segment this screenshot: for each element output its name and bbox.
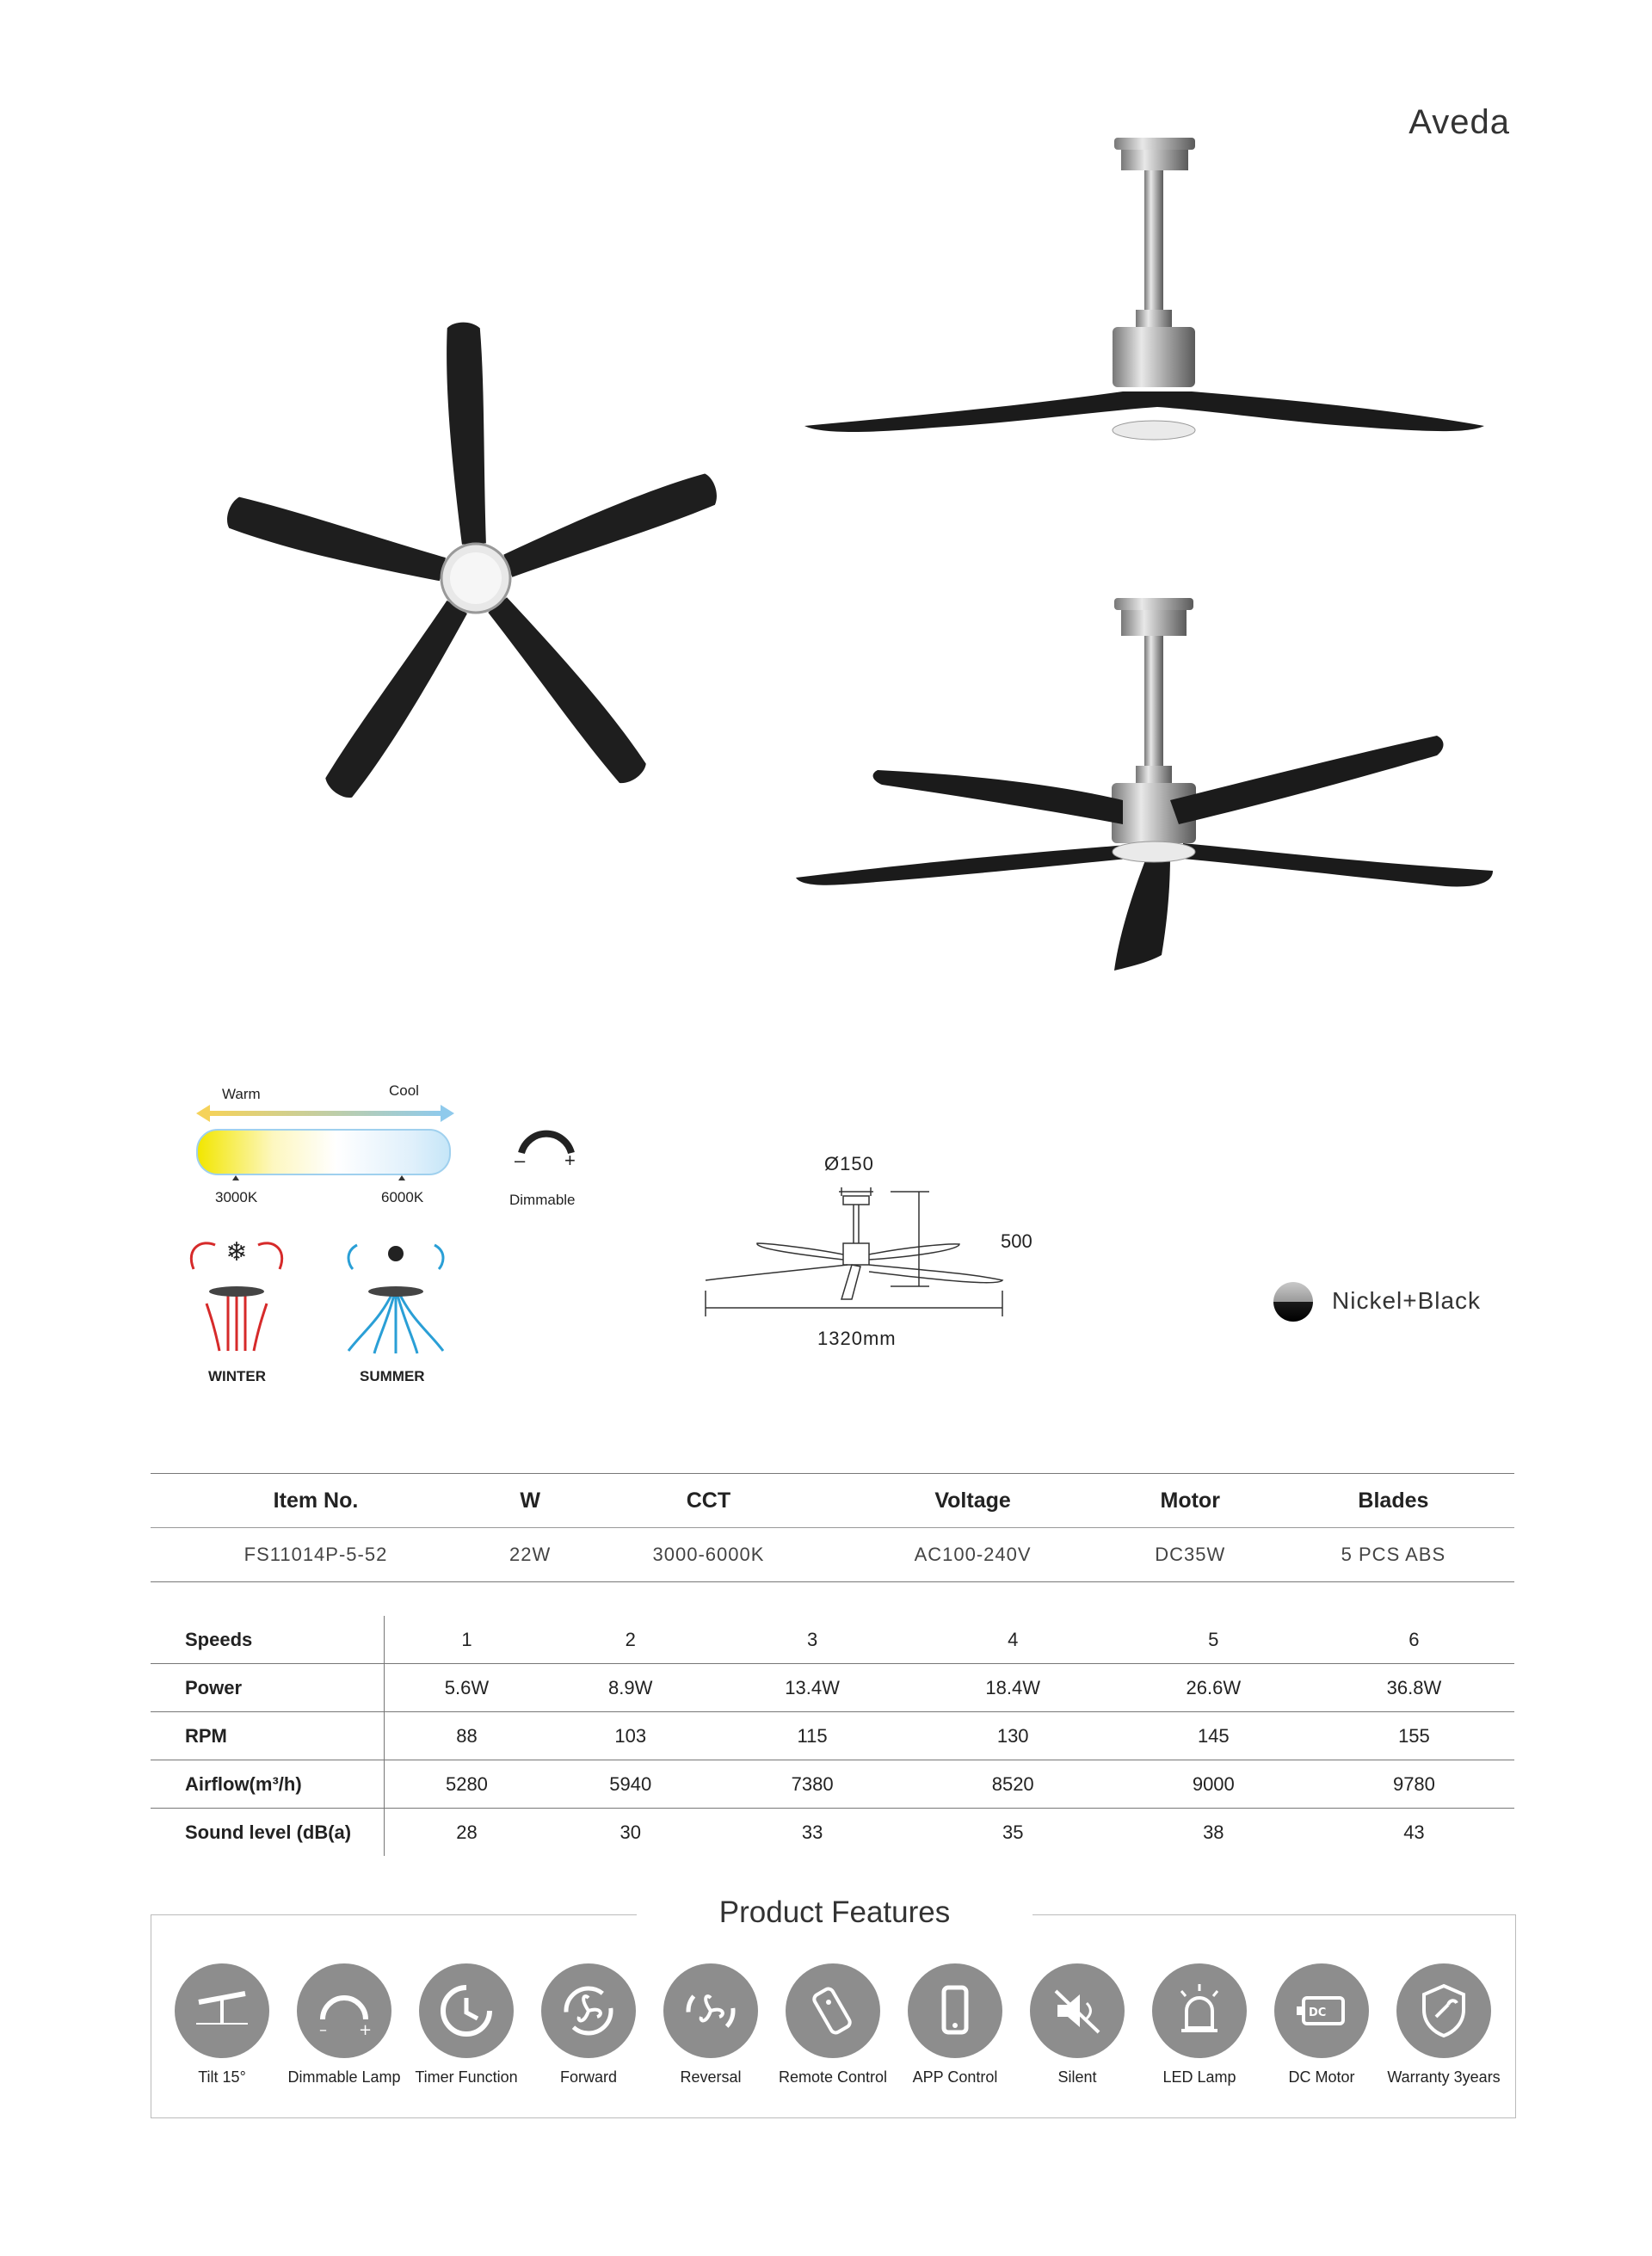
speed-cell: 2	[625, 1628, 636, 1650]
dim-minus: –	[515, 1150, 526, 1171]
speed-cell: 3	[806, 1628, 818, 1650]
value-cell: 13.4W	[712, 1664, 913, 1712]
spec-cell: AC100-240V	[838, 1528, 1108, 1582]
spec-header-cell: W	[481, 1474, 579, 1528]
feature-item	[406, 1963, 527, 2086]
finish-swatch-icon	[1273, 1282, 1313, 1322]
value-cell: 38	[1113, 1809, 1314, 1857]
speed-cell: 4	[1008, 1628, 1019, 1650]
dim-plus: +	[564, 1150, 576, 1171]
phone-icon	[908, 1963, 1002, 2058]
value-cell: 33	[712, 1809, 913, 1857]
summer-airflow-icon	[344, 1235, 447, 1355]
finish-label: Nickel+Black	[1332, 1287, 1482, 1314]
warm-cool-arrow-icon	[196, 1101, 454, 1127]
summer-label: SUMMER	[360, 1368, 425, 1384]
feature-label: DC Motor	[1288, 2068, 1355, 2086]
airflow-row	[151, 1760, 1514, 1809]
speed-cell: 6	[1409, 1628, 1420, 1650]
feature-label: Reversal	[680, 2068, 742, 2086]
spec-cell: DC35W	[1108, 1528, 1273, 1582]
value-cell: 18.4W	[913, 1664, 1113, 1712]
value-cell: 30	[549, 1809, 712, 1857]
winter-airflow-icon	[185, 1235, 288, 1355]
value-cell: 130	[913, 1712, 1113, 1760]
feature-item	[650, 1963, 771, 2086]
silent-icon	[1030, 1963, 1125, 2058]
value-cell: 7380	[712, 1760, 913, 1809]
dimmable-label: Dimmable	[509, 1192, 576, 1208]
speed-cell: 5	[1208, 1628, 1219, 1650]
fan-top-view-image	[198, 301, 749, 835]
row-label: RPM	[151, 1712, 385, 1760]
value-cell: 26.6W	[1113, 1664, 1314, 1712]
feature-item	[1261, 1963, 1382, 2086]
reversal-icon	[663, 1963, 758, 2058]
spec-cell: FS11014P-5-52	[151, 1528, 481, 1582]
feature-item	[773, 1963, 893, 2086]
spec-cell: 3000-6000K	[579, 1528, 837, 1582]
forward-icon	[541, 1963, 636, 2058]
value-cell: 8520	[913, 1760, 1113, 1809]
feature-item	[1384, 1963, 1504, 2086]
feature-item	[162, 1963, 282, 2086]
warm-label: Warm	[222, 1086, 261, 1102]
value-cell: 36.8W	[1314, 1664, 1514, 1712]
value-cell: 28	[385, 1809, 549, 1857]
feature-item	[1017, 1963, 1137, 2086]
rpm-row	[151, 1712, 1514, 1760]
dimension-drawing	[697, 1170, 1058, 1342]
value-cell: 5940	[549, 1760, 712, 1809]
feature-label: Remote Control	[778, 2068, 888, 2086]
value-cell: 9000	[1113, 1760, 1314, 1809]
spec-header-row	[151, 1474, 1514, 1528]
feature-item	[1139, 1963, 1260, 2086]
feature-item	[528, 1963, 649, 2086]
spec-cell: 22W	[481, 1528, 579, 1582]
warm-marker-icon	[232, 1175, 239, 1180]
svg-text:–: –	[319, 2021, 327, 2037]
fan-side-view-image	[796, 133, 1493, 452]
spec-header-cell: Blades	[1273, 1474, 1514, 1528]
warranty-icon	[1396, 1963, 1491, 2058]
value-cell: 88	[385, 1712, 549, 1760]
value-cell: 115	[712, 1712, 913, 1760]
high-kelvin-label: 6000K	[381, 1189, 424, 1205]
feature-item	[284, 1963, 404, 2086]
feature-label: Tilt 15°	[198, 2068, 246, 2086]
spec-header-cell: Voltage	[838, 1474, 1108, 1528]
power-row	[151, 1664, 1514, 1712]
value-cell: 43	[1314, 1809, 1514, 1857]
value-cell: 145	[1113, 1712, 1314, 1760]
led-lamp-icon	[1152, 1963, 1247, 2058]
timer-icon	[419, 1963, 514, 2058]
speeds-row	[151, 1616, 1514, 1664]
fan-perspective-image	[792, 594, 1497, 989]
feature-label: Forward	[559, 2068, 617, 2086]
spec-cell: 5 PCS ABS	[1273, 1528, 1514, 1582]
sound-row	[151, 1809, 1514, 1857]
feature-label: APP Control	[912, 2068, 998, 2086]
svg-text:❄: ❄	[225, 1237, 248, 1267]
value-cell: 5280	[385, 1760, 549, 1809]
spec-data-row	[151, 1528, 1514, 1582]
value-cell: 155	[1314, 1712, 1514, 1760]
spec-table	[151, 1473, 1514, 1582]
feature-label: Timer Function	[415, 2068, 518, 2086]
feature-label: Dimmable Lamp	[287, 2068, 401, 2086]
performance-table	[151, 1616, 1514, 1856]
spec-header-cell: Item No.	[151, 1474, 481, 1528]
tilt-icon	[175, 1963, 269, 2058]
value-cell: 35	[913, 1809, 1113, 1857]
row-label: Power	[151, 1664, 385, 1712]
speed-cell: 1	[461, 1628, 472, 1650]
spec-header-cell: CCT	[579, 1474, 837, 1528]
product-title: Aveda	[1409, 103, 1510, 141]
value-cell: 5.6W	[385, 1664, 549, 1712]
feature-label: Silent	[1057, 2068, 1097, 2086]
value-cell: 8.9W	[549, 1664, 712, 1712]
feature-item	[895, 1963, 1015, 2086]
feature-label: Warranty 3years	[1387, 2068, 1501, 2086]
span-label: 1320mm	[817, 1328, 897, 1349]
cool-marker-icon	[398, 1175, 405, 1180]
features-title: Product Features	[637, 1895, 1032, 1930]
dimmable-icon	[297, 1963, 391, 2058]
winter-label: WINTER	[208, 1368, 267, 1384]
value-cell: 9780	[1314, 1760, 1514, 1809]
remote-icon	[786, 1963, 880, 2058]
svg-text:DC: DC	[1309, 2006, 1327, 2019]
height-label: 500	[1001, 1230, 1032, 1252]
feature-label: LED Lamp	[1162, 2068, 1236, 2086]
spec-header-cell: Motor	[1108, 1474, 1273, 1528]
dc-motor-icon	[1274, 1963, 1369, 2058]
row-label: Speeds	[151, 1616, 385, 1664]
svg-text:+: +	[359, 2021, 373, 2037]
low-kelvin-label: 3000K	[215, 1189, 258, 1205]
row-label: Airflow(m³/h)	[151, 1760, 385, 1809]
color-temperature-bar	[196, 1129, 451, 1175]
row-label: Sound level (dB(a)	[151, 1809, 385, 1857]
diameter-label: Ø150	[824, 1153, 874, 1174]
cool-label: Cool	[389, 1082, 419, 1099]
value-cell: 103	[549, 1712, 712, 1760]
